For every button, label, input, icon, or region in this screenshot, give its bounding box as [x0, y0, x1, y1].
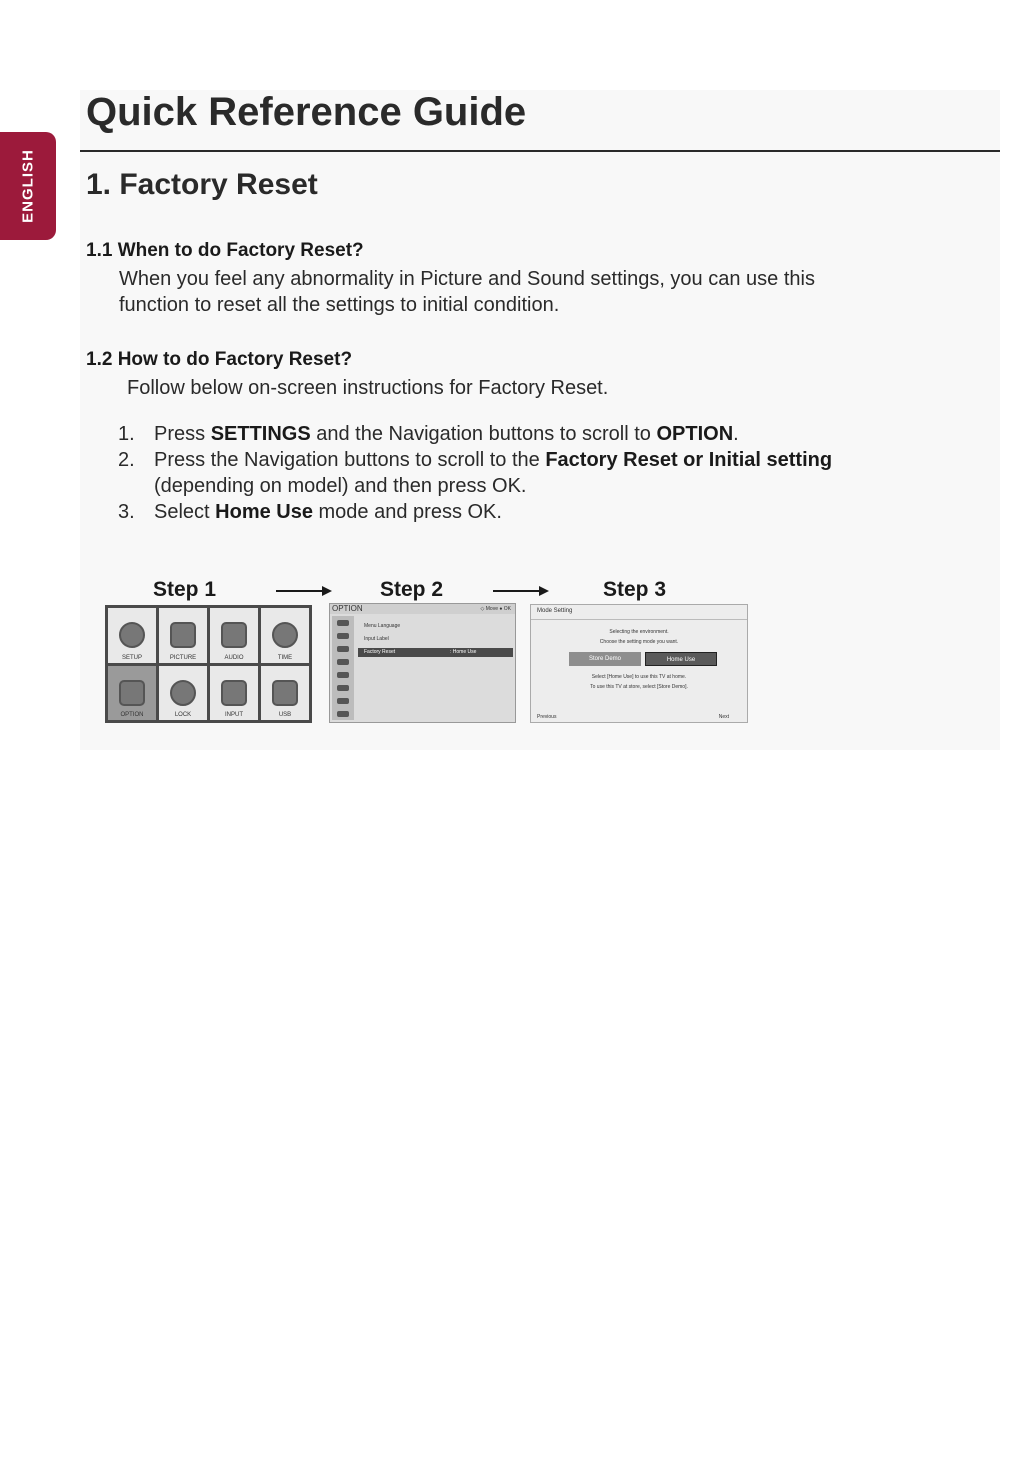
- subsection-when-line2: function to reset all the settings to initial condition.: [119, 294, 560, 316]
- mode-setting-header: Mode Setting: [537, 608, 573, 614]
- next-label: Next: [718, 714, 729, 720]
- subsection-heading-when: 1.1 When to do Factory Reset?: [86, 240, 364, 261]
- menu-row: Input Label: [364, 636, 389, 642]
- arrow-icon: [276, 590, 330, 592]
- step-3-label: Step 3: [603, 578, 667, 601]
- lock-icon: [170, 680, 196, 706]
- instruction-step: 2. Press the Navigation buttons to scroll to the Factory Reset or Initial setting: [118, 449, 833, 471]
- clock-icon: [272, 622, 298, 648]
- title-divider: [80, 150, 1000, 152]
- mode-line: Select [Home Use] to use this TV at home.: [591, 674, 687, 680]
- speaker-icon: [221, 622, 247, 648]
- subsection-heading-how: 1.2 How to do Factory Reset?: [86, 349, 353, 370]
- option-tile: OPTION: [108, 666, 156, 721]
- previous-label: Previous: [537, 714, 557, 720]
- store-demo-button: Store Demo: [569, 652, 641, 666]
- mode-line: Choose the setting mode you want.: [599, 639, 679, 645]
- setup-tile: SETUP: [108, 608, 156, 663]
- language-tab: [0, 132, 56, 240]
- home-use-button: Home Use: [645, 652, 717, 666]
- instruction-step: 1. Press SETTINGS and the Navigation buttons to scroll to OPTION.: [118, 423, 739, 445]
- subsection-how-intro: Follow below on-screen instructions for Factory Reset.: [127, 377, 609, 399]
- instruction-step: 3. Select Home Use mode and press OK.: [118, 501, 502, 523]
- header-divider: [531, 619, 747, 620]
- time-tile: TIME: [261, 608, 309, 663]
- option-icon: [119, 680, 145, 706]
- subsection-when-line1: When you feel any abnormality in Picture and Sound settings, you can use this: [119, 268, 815, 290]
- usb-tile: USB: [261, 666, 309, 721]
- instruction-step-continued: (depending on model) and then press OK.: [154, 475, 527, 497]
- lock-tile: LOCK: [159, 666, 207, 721]
- menu-sidebar: [332, 616, 354, 720]
- option-menu-header: OPTION ◇ Move ● OK: [330, 604, 515, 614]
- step-1-label: Step 1: [153, 578, 217, 601]
- tv-icon: [170, 622, 196, 648]
- arrow-icon: [493, 590, 547, 592]
- mode-line: Selecting the environment.: [609, 629, 669, 635]
- satellite-dish-icon: [119, 622, 145, 648]
- audio-tile: AUDIO: [210, 608, 258, 663]
- plug-icon: [221, 680, 247, 706]
- section-title: 1. Factory Reset: [86, 168, 318, 201]
- page-title: Quick Reference Guide: [86, 90, 527, 134]
- menu-row-selected: Factory Reset : Home Use: [358, 648, 513, 657]
- clapperboard-icon: [272, 680, 298, 706]
- step-2-screenshot: [329, 603, 516, 723]
- step-1-screenshot: [105, 605, 312, 723]
- input-tile: INPUT: [210, 666, 258, 721]
- step-2-label: Step 2: [380, 578, 444, 601]
- mode-line: To use this TV at store, select [Store Demo].: [590, 684, 688, 690]
- instruction-list: [118, 421, 978, 525]
- menu-row: Menu Language: [364, 623, 401, 629]
- step-3-screenshot: [530, 604, 748, 723]
- picture-tile: PICTURE: [159, 608, 207, 663]
- language-tab-label: ENGLISH: [19, 149, 37, 223]
